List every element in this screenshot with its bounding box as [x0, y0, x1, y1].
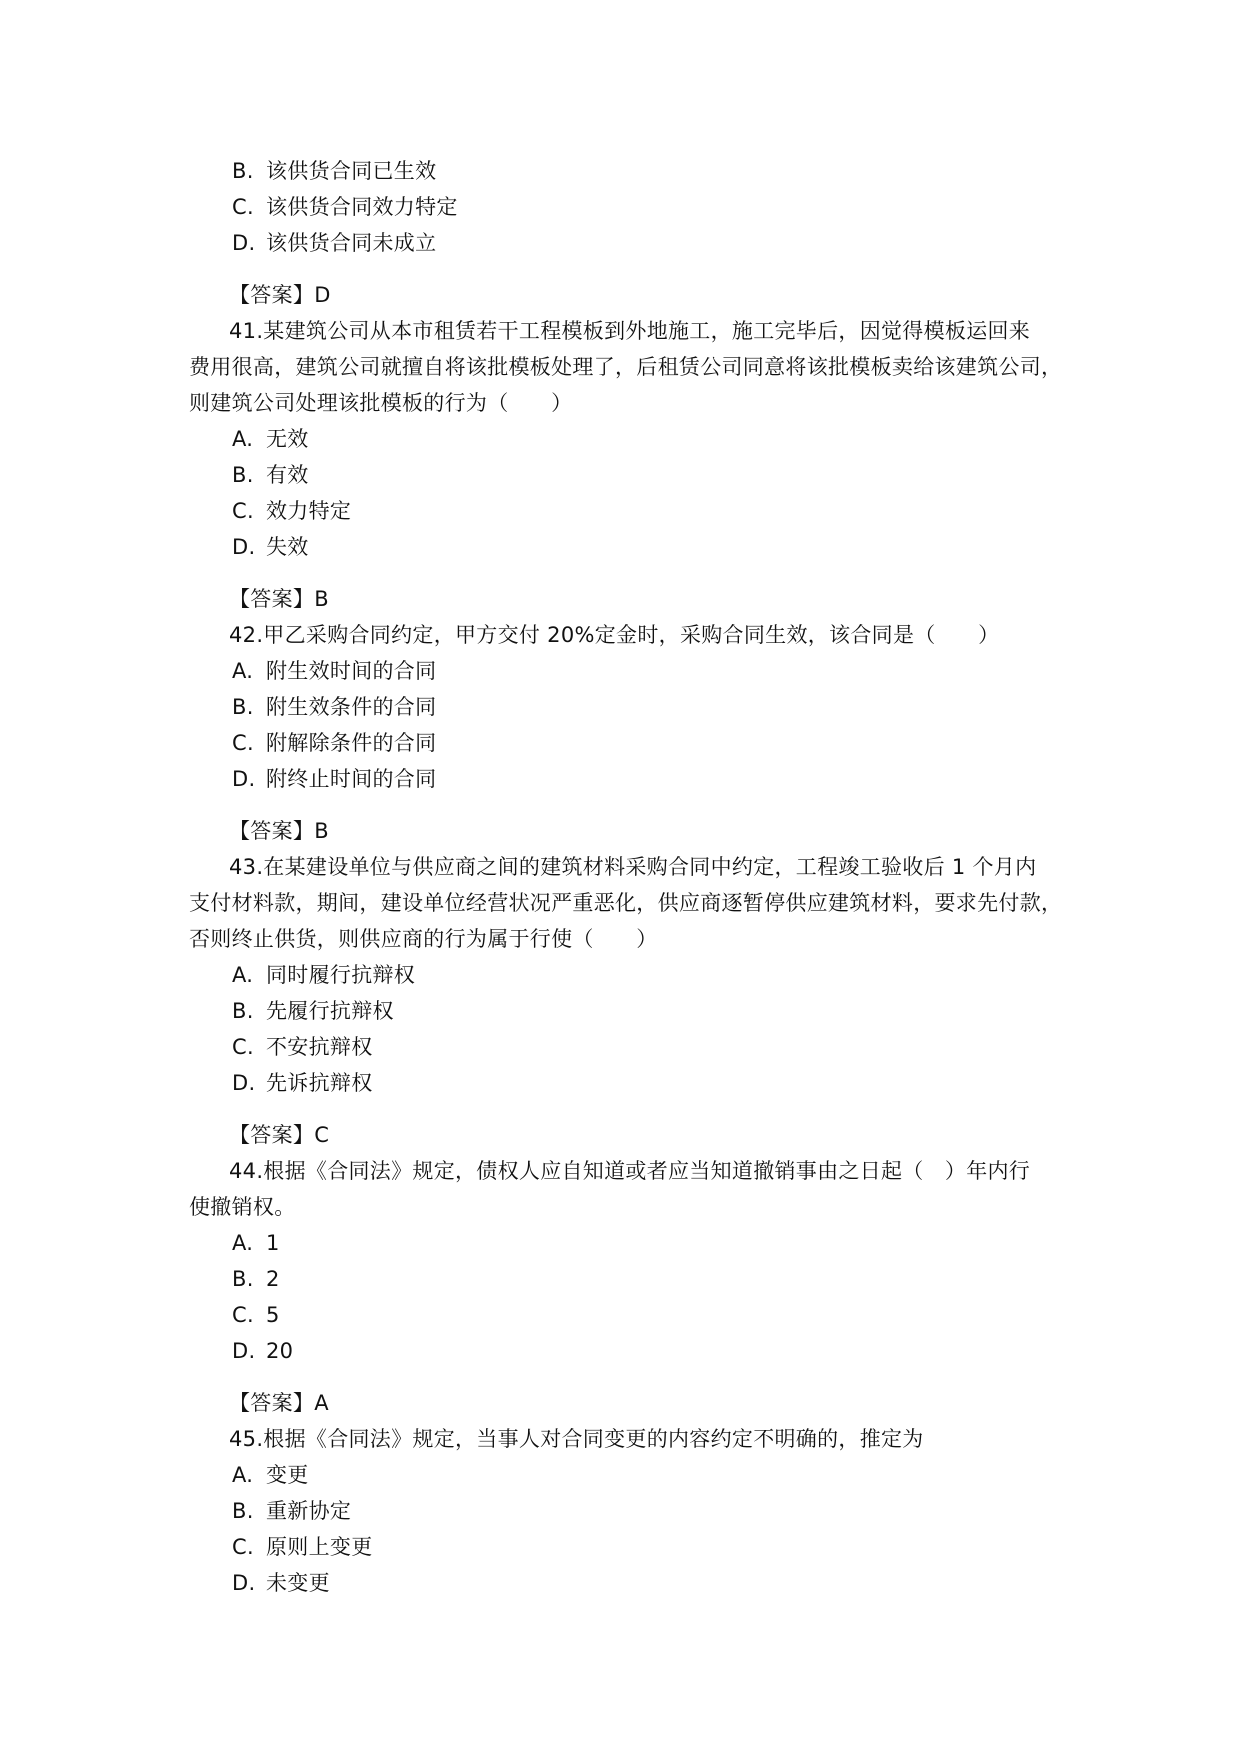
option-b: B. 有效: [232, 463, 309, 487]
question-41-line-1: 41.某建筑公司从本市租赁若干工程模板到外地施工，施工完毕后，因觉得模板运回来: [229, 319, 1031, 343]
answer-line: 【答案】C: [229, 1123, 330, 1147]
option-d: D. 20: [232, 1339, 294, 1363]
option-c: C. 原则上变更: [232, 1535, 373, 1559]
question-44-line-2: 使撤销权。: [189, 1195, 296, 1219]
option-a: A. 无效: [232, 427, 309, 451]
option-d: D. 先诉抗辩权: [232, 1071, 373, 1095]
question-45-line-1: 45.根据《合同法》规定，当事人对合同变更的内容约定不明确的，推定为: [229, 1427, 924, 1451]
option-a: A. 同时履行抗辩权: [232, 963, 416, 987]
option-a: A. 变更: [232, 1463, 309, 1487]
answer-line: 【答案】B: [229, 819, 329, 843]
option-b: B. 重新协定: [232, 1499, 352, 1523]
question-44-line-1: 44.根据《合同法》规定，债权人应自知道或者应当知道撤销事由之日起（ ）年内行: [229, 1159, 1031, 1183]
answer-line: 【答案】B: [229, 587, 329, 611]
question-43-line-2: 支付材料款，期间，建设单位经营状况严重恶化，供应商逐暂停供应建筑材料，要求先付款，: [189, 891, 1063, 915]
question-43-line-3: 否则终止供货，则供应商的行为属于行使（ ）: [189, 927, 658, 951]
option-b: B. 先履行抗辩权: [232, 999, 394, 1023]
option-c: C. 效力特定: [232, 499, 352, 523]
option-d: D. 附终止时间的合同: [232, 767, 437, 791]
option-a: A. 附生效时间的合同: [232, 659, 437, 683]
answer-line: 【答案】A: [229, 1391, 329, 1415]
question-41-line-3: 则建筑公司处理该批模板的行为（ ）: [189, 391, 573, 415]
option-c: C. 附解除条件的合同: [232, 731, 437, 755]
option-b: B. 该供货合同已生效: [232, 159, 437, 183]
question-42-line-1: 42.甲乙采购合同约定，甲方交付 20%定金时，采购合同生效，该合同是（ ）: [229, 623, 1000, 647]
answer-line: 【答案】D: [229, 283, 331, 307]
option-b: B. 2: [232, 1267, 280, 1291]
option-d: D. 失效: [232, 535, 309, 559]
question-41-line-2: 费用很高，建筑公司就擅自将该批模板处理了，后租赁公司同意将该批模板卖给该建筑公司，: [189, 355, 1063, 379]
option-d: D. 未变更: [232, 1571, 330, 1595]
option-b: B. 附生效条件的合同: [232, 695, 437, 719]
option-a: A. 1: [232, 1231, 280, 1255]
option-c: C. 不安抗辩权: [232, 1035, 373, 1059]
option-d: D. 该供货合同未成立: [232, 231, 437, 255]
question-43-line-1: 43.在某建设单位与供应商之间的建筑材料采购合同中约定，工程竣工验收后 1 个月内: [229, 855, 1037, 879]
option-c: C. 该供货合同效力特定: [232, 195, 458, 219]
option-c: C. 5: [232, 1303, 280, 1327]
